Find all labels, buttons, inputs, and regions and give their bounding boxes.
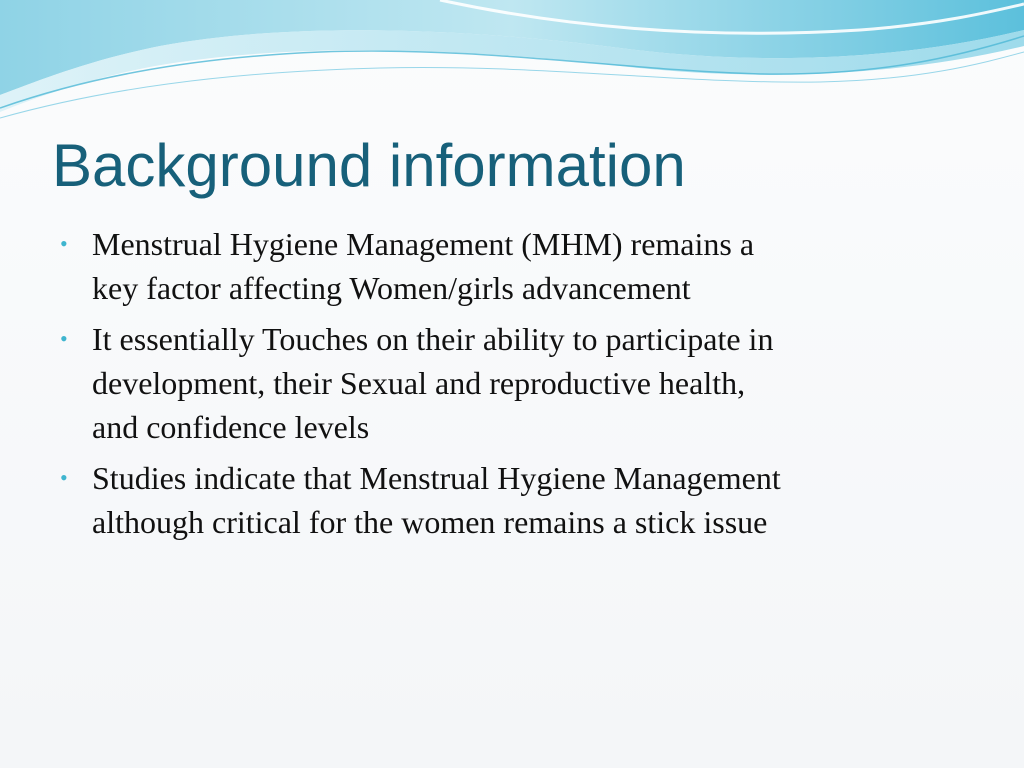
bullet-text-line: although critical for the women remains a stick issue bbox=[92, 504, 768, 540]
bullet-text-line: key factor affecting Women/girls advancement bbox=[92, 270, 691, 306]
bullet-text-line: Menstrual Hygiene Management (MHM) remains a bbox=[92, 226, 755, 262]
bullet-item-studies bbox=[60, 456, 960, 544]
bullet-text-line: It essentially Touches on their ability to participate in bbox=[92, 321, 774, 357]
header-wave-decoration bbox=[0, 0, 1024, 130]
bullet-dot-icon: • bbox=[60, 231, 68, 256]
bullet-dot-icon: • bbox=[60, 326, 68, 351]
bullet-text-line: development, their Sexual and reproductive health, bbox=[92, 365, 746, 401]
bullet-dot-icon: • bbox=[60, 465, 68, 490]
bullet-list bbox=[60, 222, 960, 551]
bullet-text-line: Studies indicate that Menstrual Hygiene Management bbox=[92, 460, 781, 496]
slide-title: Background information bbox=[52, 132, 686, 199]
bullet-item-participation bbox=[60, 317, 960, 449]
bullet-item-mhm-key-factor bbox=[60, 222, 960, 310]
bullet-text-line: and confidence levels bbox=[92, 409, 370, 445]
